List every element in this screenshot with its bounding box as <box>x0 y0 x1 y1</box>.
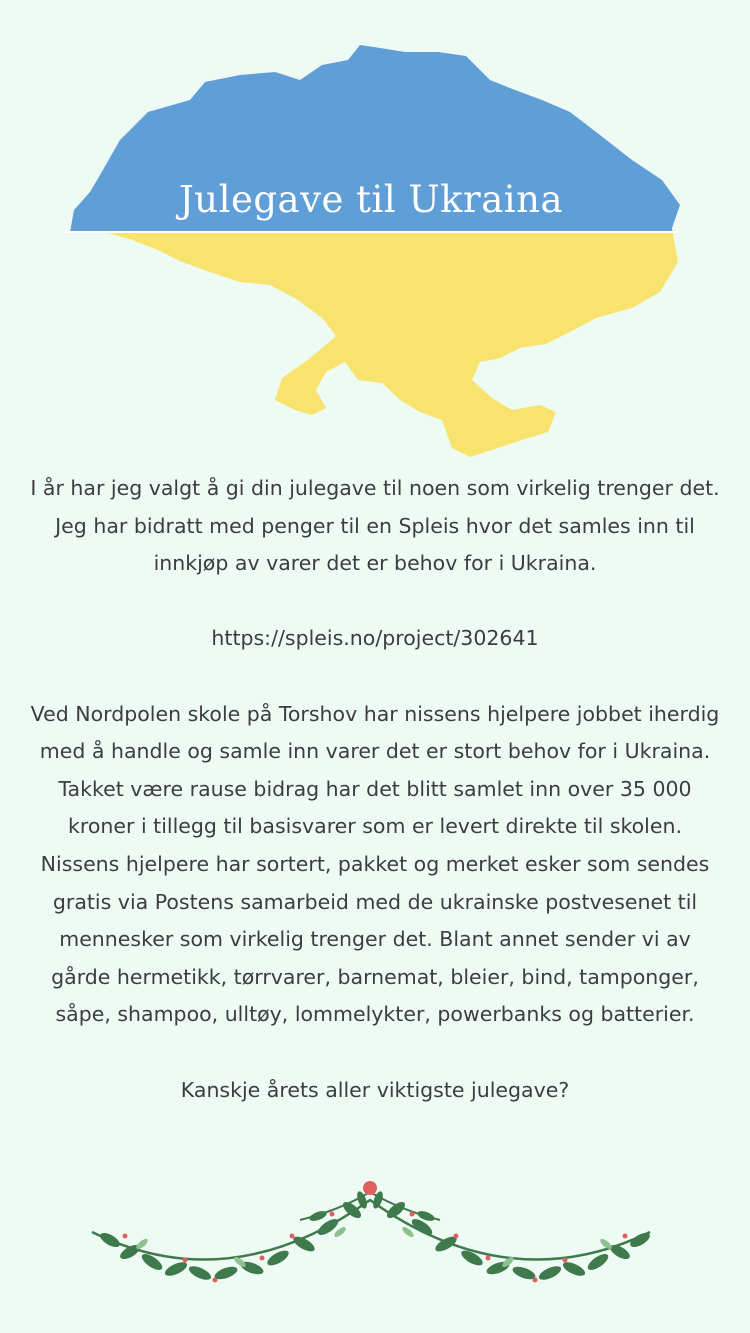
christmas-garland <box>0 1170 750 1304</box>
message-body <box>30 470 720 1109</box>
details-paragraph: Ved Nordpolen skole på Torshov har nissens hjelpere jobbet iherdig med å handle og samle inn varer det er stort behov for i Ukraina. Takket være rause bidrag har det blitt samlet inn over 35 000 kroner i tillegg til basisvarer som er levert direkte til skolen. Nissens hjelpere har sortert, pakket og merket esker som sendes gratis via Postens samarbeid med de ukrainske postvesenet til mennesker som virkelig trenger det. Blant annet sender vi av gårde hermetikk, tørrvarer, barnemat, bleier, bind, tamponger, såpe, shampoo, ulltøy, lommelykter, powerbanks og batterier. <box>30 701 720 1027</box>
ukraine-map-flag <box>0 0 750 470</box>
intro-paragraph: I år har jeg valgt å gi din julegave til noen som virkelig trenger det. Jeg har bidratt med penger til en Spleis hvor det samles inn til innkjøp av varer det er behov for i Ukraina. <box>30 476 720 576</box>
page-title: Julegave til Ukraina <box>178 178 564 221</box>
garland-icon <box>0 1170 750 1300</box>
closing-question: Kanskje årets aller viktigste julegave? <box>180 1077 570 1102</box>
ukraine-map-icon <box>0 0 750 470</box>
spleis-link[interactable]: https://spleis.no/project/302641 <box>211 626 539 651</box>
flag-yellow-stripe <box>0 233 750 470</box>
